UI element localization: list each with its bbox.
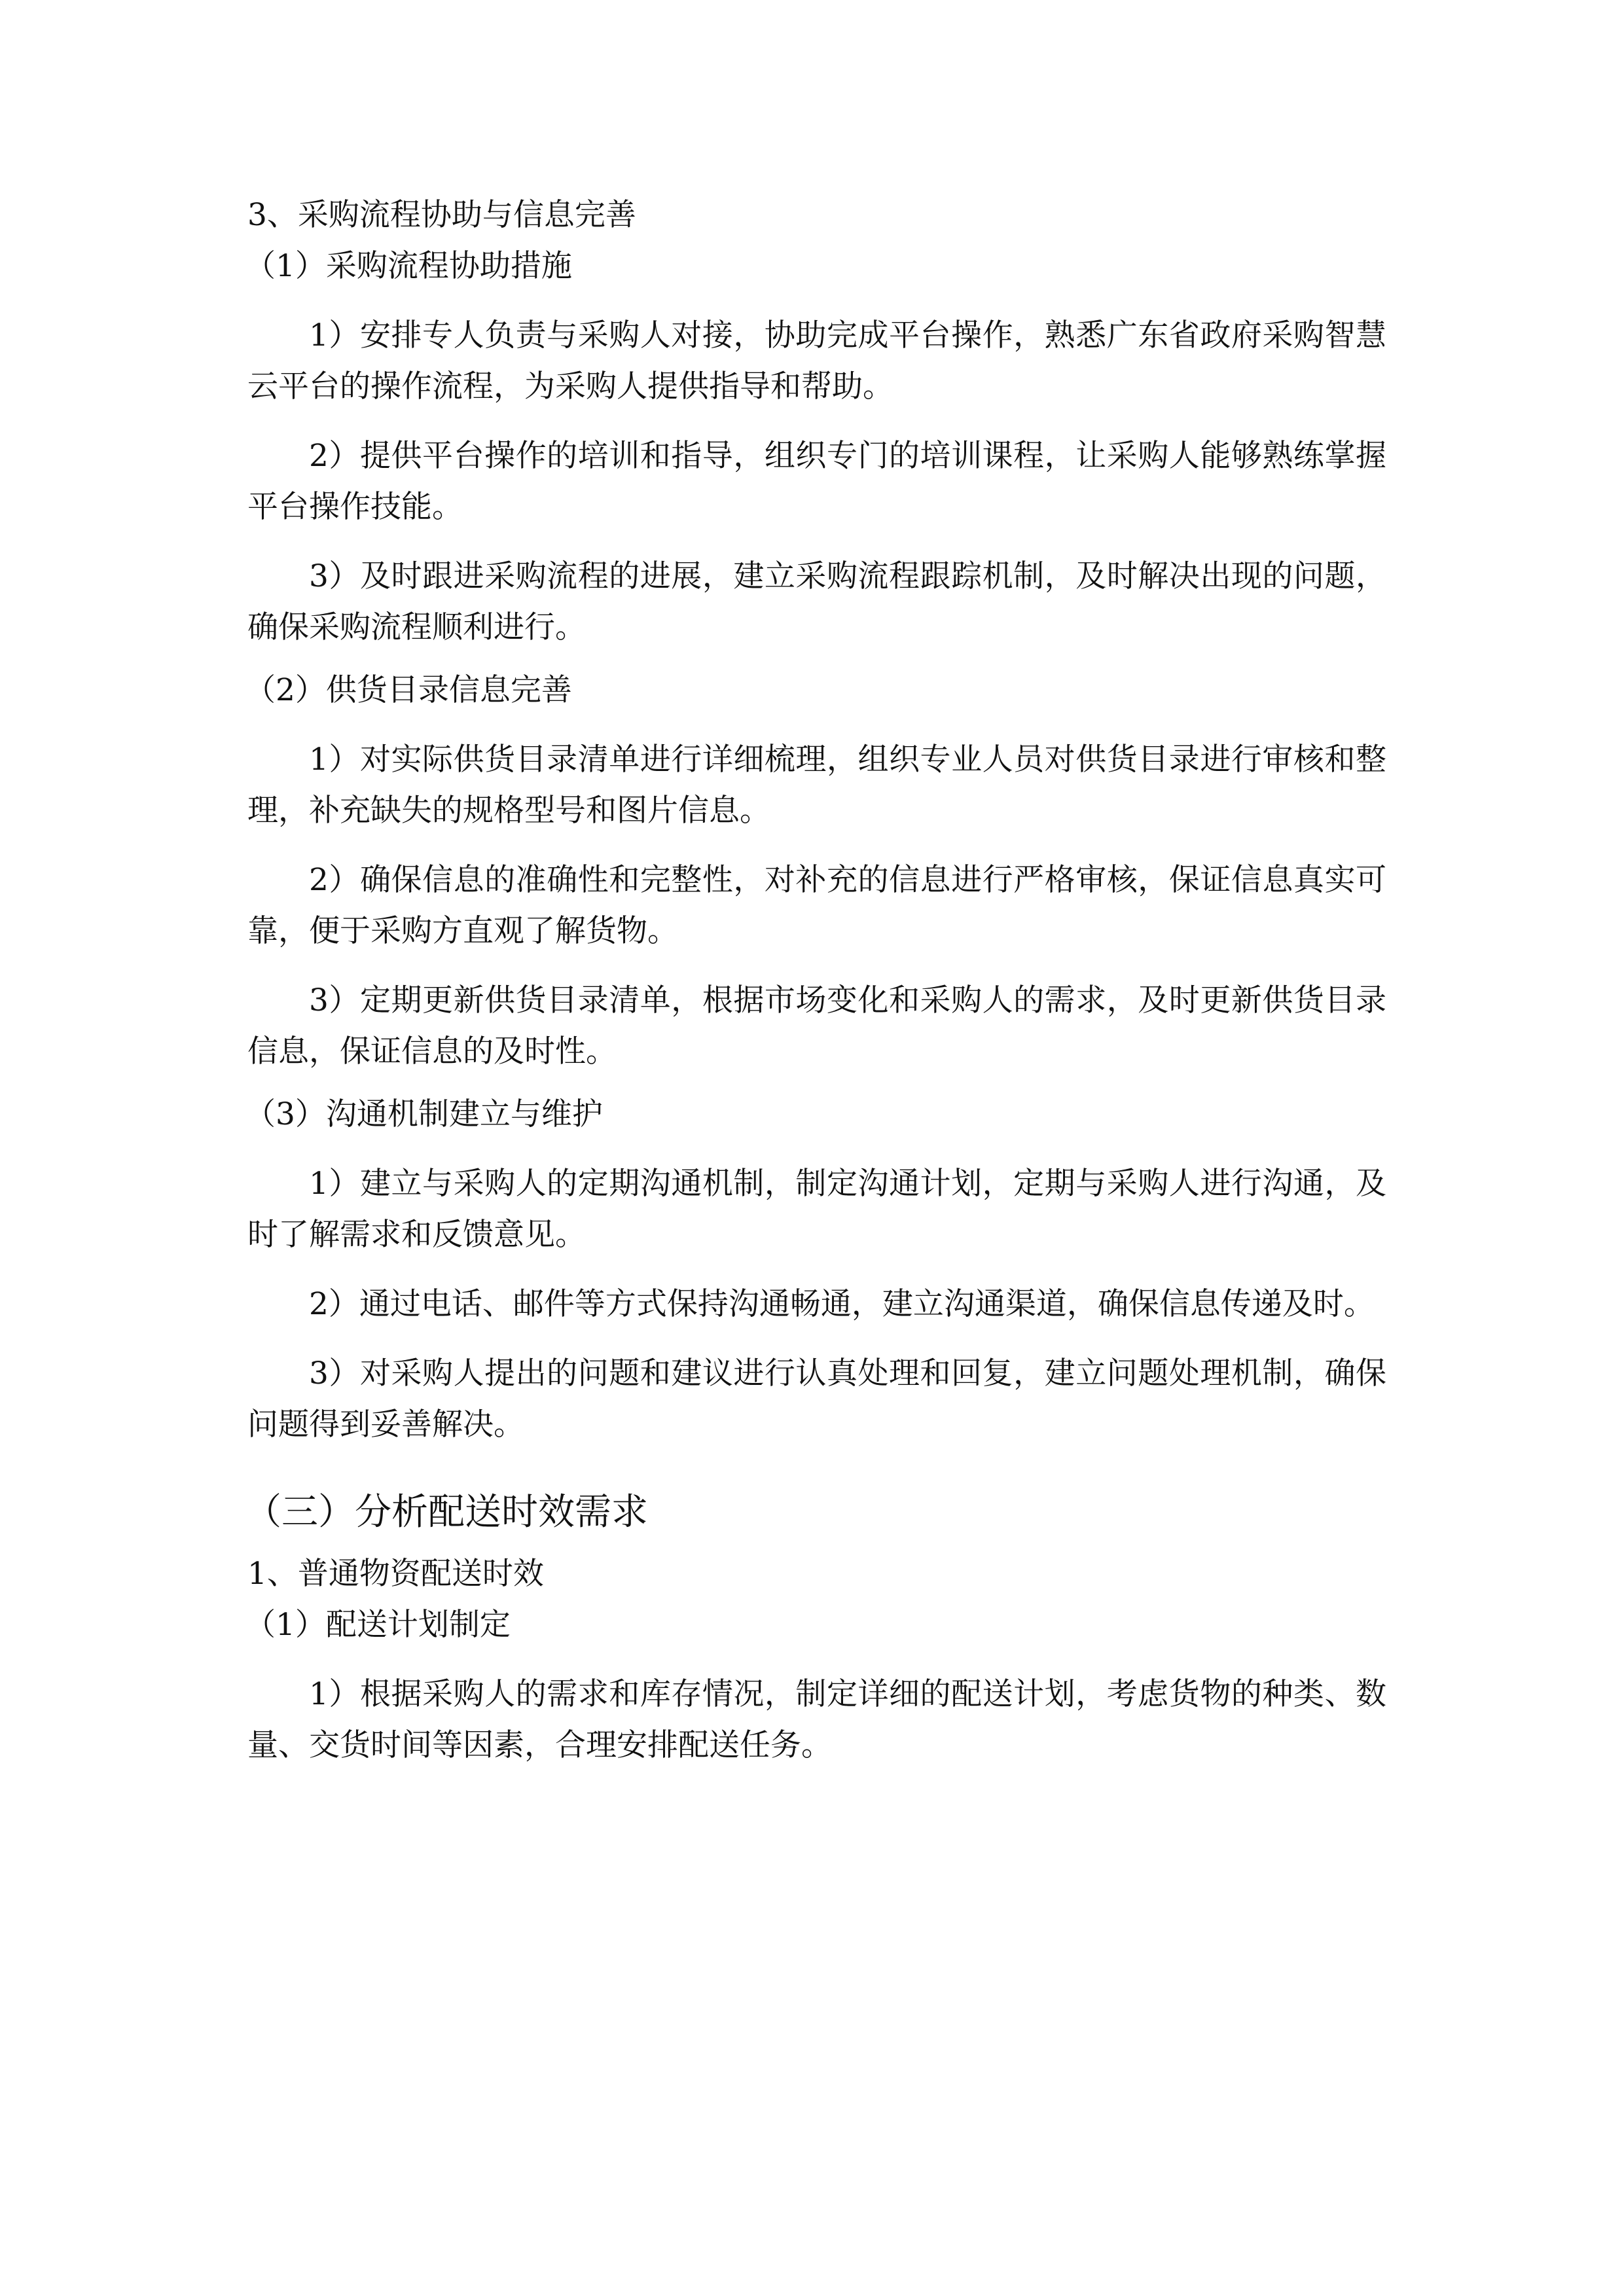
- paragraph: 3）定期更新供货目录清单，根据市场变化和采购人的需求，及时更新供货目录信息，保证信息的及时性。: [247, 982, 1386, 1069]
- paragraph: 2）确保信息的准确性和完整性，对补充的信息进行严格审核，保证信息真实可靠，便于采购方直观了解货物。: [247, 862, 1386, 949]
- section-title-delivery: （三）分析配送时效需求: [245, 1491, 648, 1534]
- paragraph: 2）通过电话、邮件等方式保持沟通畅通，建立沟通渠道，确保信息传递及时。: [309, 1286, 1375, 1322]
- subsection-heading-general-delivery: 1、普通物资配送时效: [247, 1556, 544, 1592]
- item-heading-procurement-measures: （1）采购流程协助措施: [245, 248, 572, 284]
- paragraph: 2）提供平台操作的培训和指导，组织专门的培训课程，让采购人能够熟练掌握平台操作技能。: [247, 438, 1386, 525]
- paragraph: 1）根据采购人的需求和库存情况，制定详细的配送计划，考虑货物的种类、数量、交货时间等因素，合理安排配送任务。: [247, 1676, 1386, 1763]
- subsection-heading-procurement-assist: 3、采购流程协助与信息完善: [247, 197, 636, 233]
- item-heading-communication: （3）沟通机制建立与维护: [245, 1096, 603, 1132]
- paragraph: 1）安排专人负责与采购人对接，协助完成平台操作，熟悉广东省政府采购智慧云平台的操作流程，为采购人提供指导和帮助。: [247, 317, 1386, 404]
- paragraph: 1）对实际供货目录清单进行详细梳理，组织专业人员对供货目录进行审核和整理，补充缺失的规格型号和图片信息。: [247, 742, 1386, 829]
- document-page: [247, 190, 1386, 1771]
- paragraph: 3）及时跟进采购流程的进展，建立采购流程跟踪机制，及时解决出现的问题，确保采购流程顺利进行。: [247, 558, 1386, 645]
- paragraph: 3）对采购人提出的问题和建议进行认真处理和回复，建立问题处理机制，确保问题得到妥善解决。: [247, 1355, 1386, 1443]
- item-heading-delivery-plan: （1）配送计划制定: [245, 1607, 511, 1643]
- paragraph: 1）建立与采购人的定期沟通机制，制定沟通计划，定期与采购人进行沟通，及时了解需求和反馈意见。: [247, 1166, 1386, 1253]
- item-heading-catalog-info: （2）供货目录信息完善: [245, 672, 572, 708]
